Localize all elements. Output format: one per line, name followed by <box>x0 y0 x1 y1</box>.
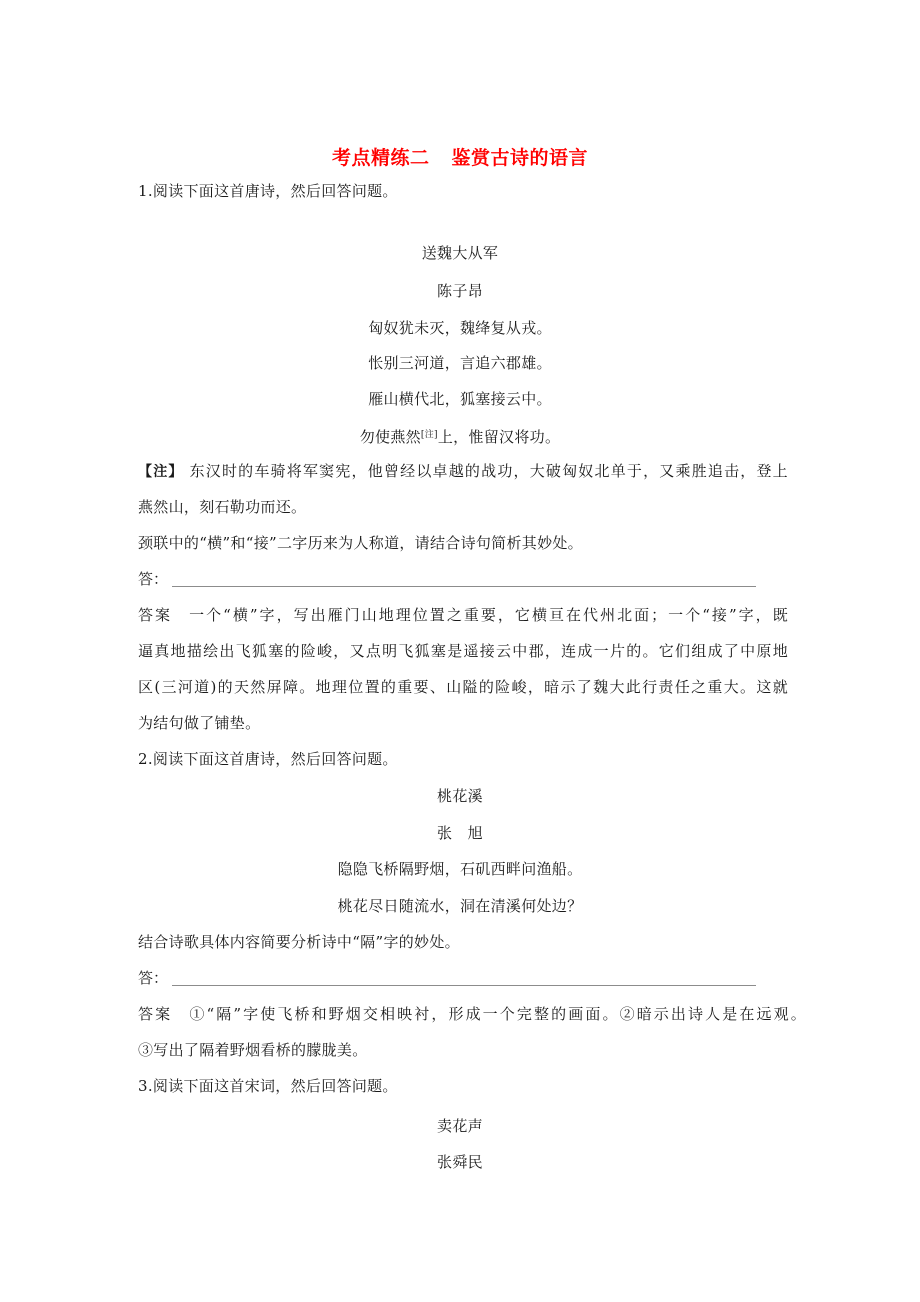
q1-answer-key: 逼真地描绘出飞狐塞的险峻，又点明飞狐塞是遥接云中郡，连成一片的。它们组成了中原地 <box>138 642 788 660</box>
q1-poem-title: 送魏大从军 <box>421 244 499 262</box>
q2-poem-line: 隐隐飞桥隔野烟，石矶西畔问渔船。 <box>337 860 583 878</box>
q1-poem-line-last: 勿使燕然[注]上，惟留汉将功。 <box>359 428 561 446</box>
q1-poem-line: 雁山横代北，狐塞接云中。 <box>368 390 552 408</box>
q1-poem-line: 怅别三河道，言追六郡雄。 <box>368 354 552 372</box>
q2-poem-title: 桃花溪 <box>437 787 483 805</box>
q2-answer-label: 答： <box>138 969 169 987</box>
q2-answer-key: ③写出了隔着野烟看桥的朦胧美。 <box>138 1041 368 1059</box>
q1-poem-line: 匈奴犹未灭，魏绛复从戎。 <box>368 319 552 337</box>
title-topic: 考点精练二 <box>331 147 430 169</box>
footnote-marker: [注] <box>420 430 438 440</box>
title-subject: 鉴赏古诗的语言 <box>451 147 589 169</box>
q1-answer-key: 区(三河道)的天然屏障。地理位置的重要、山隘的险峻，暗示了魏大此行责任之重大。这就 <box>138 678 788 696</box>
q3-poem-title: 卖花声 <box>437 1117 483 1135</box>
page-title <box>0 143 920 170</box>
q2-poem-line: 桃花尽日随流水，洞在清溪何处边？ <box>337 897 583 915</box>
q2-prompt: 2.阅读下面这首唐诗，然后回答问题。 <box>138 750 398 768</box>
q1-question: 颈联中的“横”和“接”二字历来为人称道，请结合诗句简析其妙处。 <box>138 534 583 552</box>
q1-answer-key: 答案 一个“横”字，写出雁门山地理位置之重要，它横亘在代州北面；一个“接”字，既 <box>138 606 788 624</box>
q1-answer-label: 答： <box>138 570 169 588</box>
q1-note: 【注】 东汉时的车骑将军窦宪，他曾经以卓越的战功，大破匈奴北单于，又乘胜追击，登上 <box>138 462 788 480</box>
q3-prompt: 3.阅读下面这首宋词，然后回答问题。 <box>138 1077 398 1095</box>
q1-prompt: 1.阅读下面这首唐诗，然后回答问题。 <box>138 182 398 200</box>
q2-answer-key: 答案 ①“隔”字使飞桥和野烟交相映衬，形成一个完整的画面。②暗示出诗人是在远观。 <box>138 1005 806 1023</box>
q2-question: 结合诗歌具体内容简要分析诗中“隔”字的妙处。 <box>138 933 460 951</box>
q1-answer-blank[interactable] <box>172 586 756 587</box>
q1-answer-key: 为结句做了铺垫。 <box>138 714 261 732</box>
q3-poem-author: 张舜民 <box>437 1153 483 1171</box>
q1-poem-author: 陈子昂 <box>437 282 483 300</box>
note-tag: 【注】 <box>138 464 184 480</box>
q2-answer-blank[interactable] <box>172 985 756 986</box>
q1-note-cont: 燕然山，刻石勒功而还。 <box>138 498 307 516</box>
q2-poem-author: 张 旭 <box>437 824 483 842</box>
